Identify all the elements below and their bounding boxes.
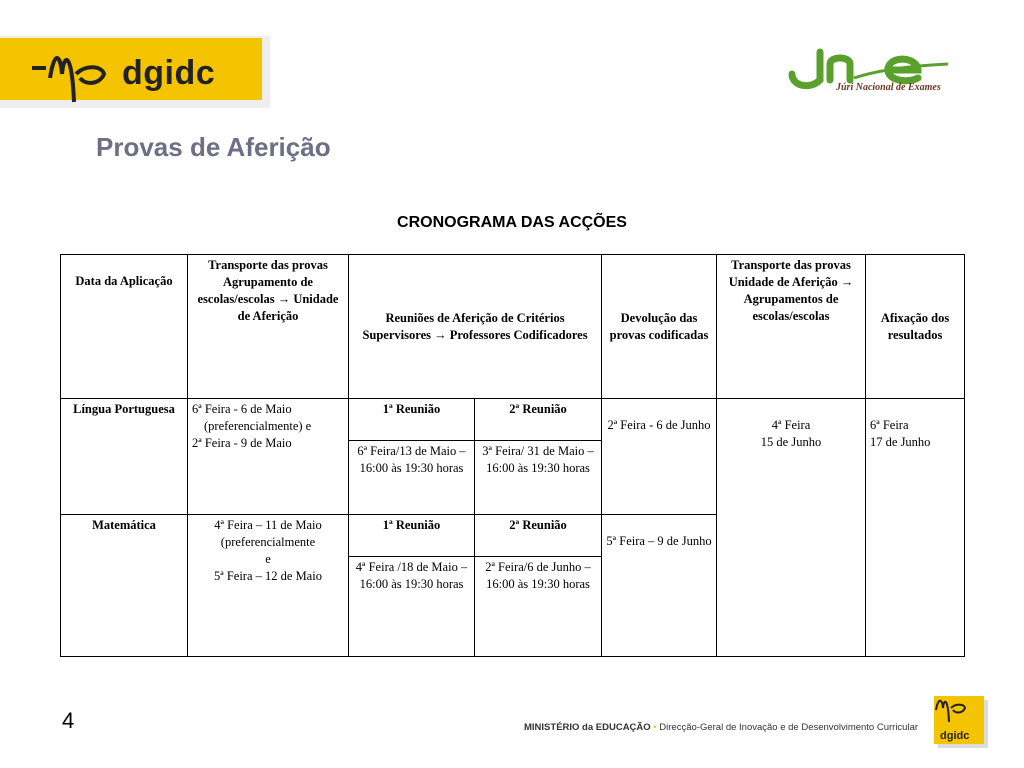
subject-portugues: Língua Portuguesa bbox=[61, 399, 188, 515]
transporte-volta bbox=[717, 399, 866, 657]
transporte-volta-line2: 15 de Junho bbox=[760, 435, 822, 449]
page-title: Provas de Aferição bbox=[96, 132, 331, 162]
footer-logo-text: dgidc bbox=[940, 730, 970, 742]
brand-text: dgidc bbox=[122, 54, 216, 92]
transporte-matematica-line3: e bbox=[265, 552, 271, 566]
devolucao-matematica: 5ª Feira – 9 de Junho bbox=[602, 515, 717, 657]
table-row-portugues-top bbox=[61, 399, 965, 441]
transporte-portugues-line2: (preferencialmente) e bbox=[204, 419, 312, 433]
transporte-matematica-line2: (preferencialmente bbox=[220, 535, 316, 549]
portugues-reuniao1-date: 6ª Feira/13 de Maio – 16:00 às 19:30 horas bbox=[349, 441, 475, 515]
footer-text bbox=[524, 722, 918, 733]
footer-me-logo-icon bbox=[930, 694, 970, 724]
transporte-volta-line1: 4ª Feira bbox=[771, 418, 811, 432]
footer-separator: • bbox=[653, 722, 657, 733]
jne-caption: Júri Nacional de Exames bbox=[836, 82, 941, 93]
schedule-title: CRONOGRAMA DAS ACÇÕES bbox=[397, 214, 627, 231]
subject-matematica: Matemática bbox=[61, 515, 188, 657]
matematica-reuniao2-date: 2ª Feira/6 de Junho – 16:00 às 19:30 horas bbox=[475, 557, 602, 657]
transporte-portugues-line3: 2ª Feira - 9 de Maio bbox=[192, 436, 292, 450]
schedule-table bbox=[60, 254, 965, 657]
page-number: 4 bbox=[62, 708, 75, 733]
header-transporte-volta: Transporte das provas Unidade de Aferição → Agrupamentos de escolas/escolas bbox=[717, 255, 866, 399]
matematica-reuniao1-date: 4ª Feira /18 de Maio – 16:00 às 19:30 horas bbox=[349, 557, 475, 657]
transporte-portugues-line1: 6ª Feira - 6 de Maio bbox=[192, 402, 292, 416]
transporte-portugues bbox=[188, 399, 349, 515]
header-reunioes: Reuniões de Aferição de Critérios Supervisores → Professores Codificadores bbox=[349, 255, 602, 399]
transporte-matematica-line1: 4ª Feira – 11 de Maio bbox=[214, 518, 322, 532]
afixacao-line2: 17 de Junho bbox=[870, 435, 931, 449]
devolucao-portugues: 2ª Feira - 6 de Junho bbox=[602, 399, 717, 515]
footer-ministry: MINISTÉRIO da EDUCAÇÃO bbox=[524, 722, 651, 733]
matematica-reuniao1-label: 1ª Reunião bbox=[349, 515, 475, 557]
me-logo-icon bbox=[30, 44, 110, 104]
portugues-reuniao2-label: 2ª Reunião bbox=[475, 399, 602, 441]
afixacao-line1: 6ª Feira bbox=[870, 418, 909, 432]
table-header-row bbox=[61, 255, 965, 399]
footer-directorate: Direcção-Geral de Inovação e de Desenvolvimento Curricular bbox=[659, 722, 919, 733]
header-afixacao: Afixação dos resultados bbox=[866, 255, 965, 399]
header-data: Data da Aplicação bbox=[61, 255, 188, 399]
portugues-reuniao1-label: 1ª Reunião bbox=[349, 399, 475, 441]
matematica-reuniao2-label: 2ª Reunião bbox=[475, 515, 602, 557]
transporte-matematica bbox=[188, 515, 349, 657]
transporte-matematica-line4: 5ª Feira – 12 de Maio bbox=[214, 569, 322, 583]
header-transporte-ida: Transporte das provas Agrupamento de escolas/escolas → Unidade de Aferição bbox=[188, 255, 349, 399]
afixacao bbox=[866, 399, 965, 657]
header-devolucao: Devolução das provas codificadas bbox=[602, 255, 717, 399]
portugues-reuniao2-date: 3ª Feira/ 31 de Maio – 16:00 às 19:30 horas bbox=[475, 441, 602, 515]
